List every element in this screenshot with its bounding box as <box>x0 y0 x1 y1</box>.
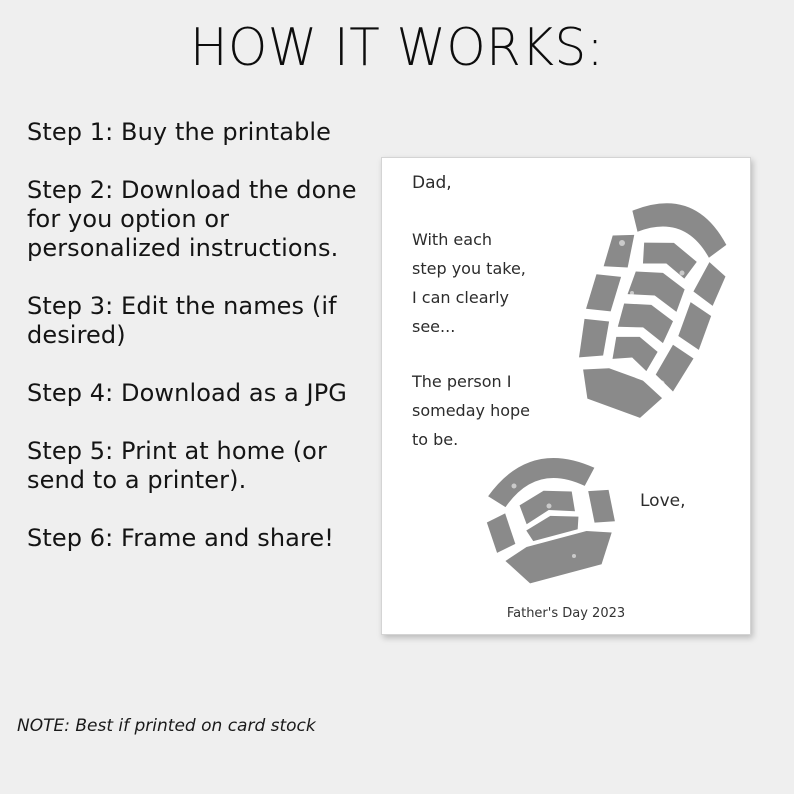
note-text: NOTE: Best if printed on card stock <box>17 716 316 736</box>
page-title: HOW IT WORKS: <box>190 18 604 78</box>
card-poem-line: I can clearly <box>412 288 510 307</box>
step-3: Step 3: Edit the names (if desired) <box>27 292 337 349</box>
step-4: Step 4: Download as a JPG <box>27 379 348 407</box>
step-1: Step 1: Buy the printable <box>27 118 332 146</box>
card-footer: Father's Day 2023 <box>506 606 626 621</box>
card-poem-line: The person I <box>412 372 512 391</box>
step-6: Step 6: Frame and share! <box>27 524 334 552</box>
card-closing: Love, <box>640 491 686 511</box>
card-poem-line: someday hope <box>412 401 530 420</box>
steps-list <box>27 118 367 582</box>
card-poem-line: to be. <box>412 430 459 449</box>
step-2: Step 2: Download the done for you option or personalized instructions. <box>27 176 357 262</box>
card-poem-line: step you take, <box>412 259 526 278</box>
card-poem-line: With each <box>412 230 492 249</box>
boot-print-small-icon <box>474 436 624 586</box>
card-greeting: Dad, <box>412 173 452 193</box>
printable-card-preview <box>381 157 751 635</box>
card-poem-line: see... <box>412 317 456 336</box>
step-5: Step 5: Print at home (or send to a printer). <box>27 437 327 494</box>
boot-print-large-icon <box>562 183 742 423</box>
